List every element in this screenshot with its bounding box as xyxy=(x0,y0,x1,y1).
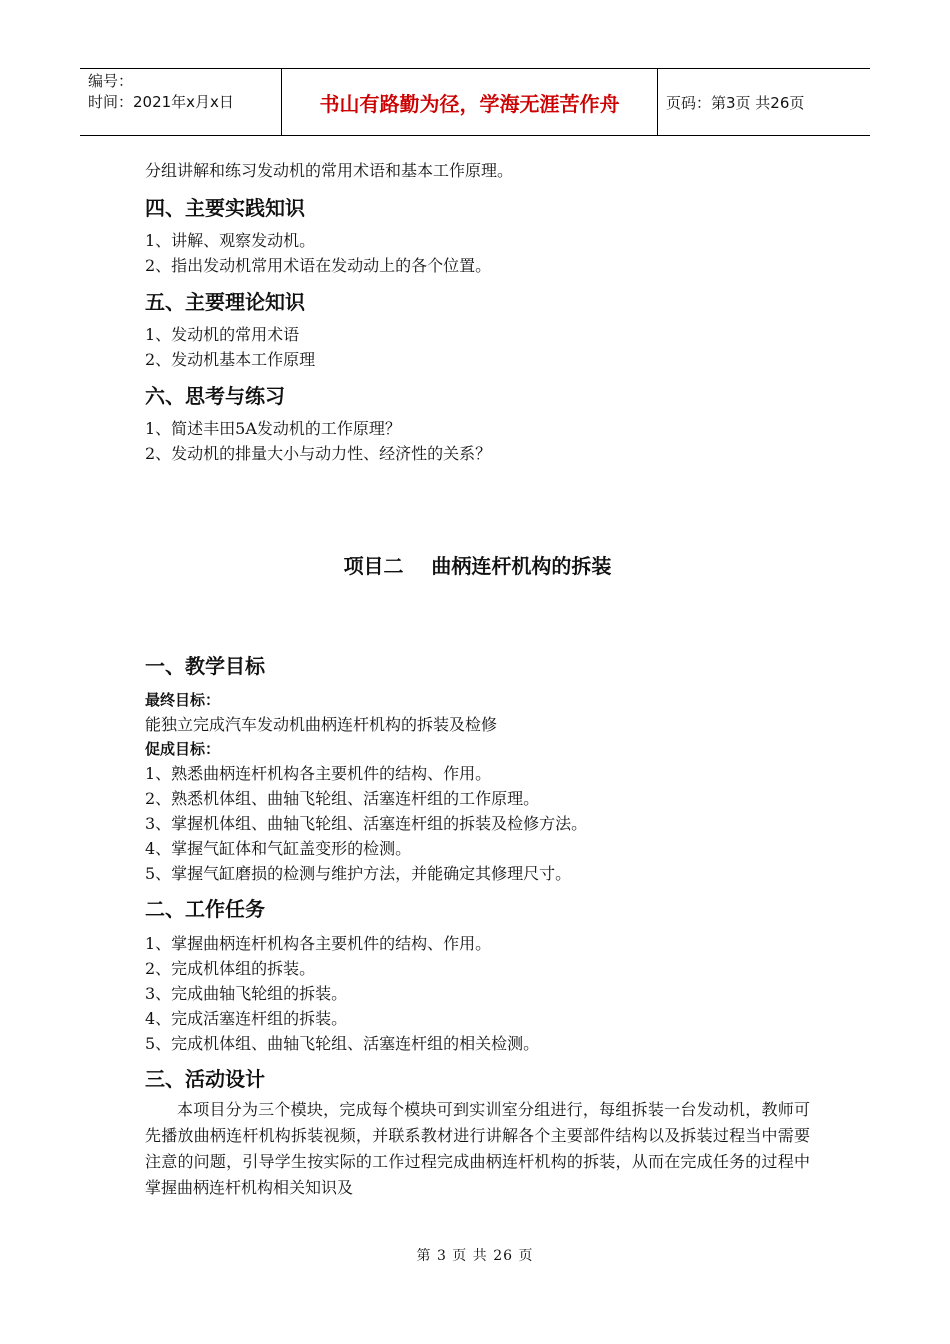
final-goal-text: 能独立完成汽车发动机曲柄连杆机构的拆装及检修 xyxy=(145,715,498,734)
list-item: 1、熟悉曲柄连杆机构各主要机件的结构、作用。 xyxy=(145,764,492,783)
section-4-title: 四、主要实践知识 xyxy=(145,196,305,220)
list-item: 3、完成曲轴飞轮组的拆装。 xyxy=(145,984,348,1003)
header-number: 编号： xyxy=(88,72,134,90)
activity-title: 三、活动设计 xyxy=(145,1067,265,1091)
header-motto: 书山有路勤为径，学海无涯苦作舟 xyxy=(282,69,658,135)
list-item: 1、简述丰田5A发动机的工作原理？ xyxy=(145,419,401,438)
list-item: 4、完成活塞连杆组的拆装。 xyxy=(145,1009,348,1028)
section-6-list xyxy=(145,416,810,466)
list-item: 1、掌握曲柄连杆机构各主要机件的结构、作用。 xyxy=(145,934,492,953)
section-5-list xyxy=(145,322,810,372)
list-item: 4、掌握气缸体和气缸盖变形的检测。 xyxy=(145,839,412,858)
header-time: 时间：2021年x月x日 xyxy=(88,93,234,111)
goals-title: 一、教学目标 xyxy=(145,654,265,678)
list-item: 2、发动机基本工作原理 xyxy=(145,350,316,369)
final-goal-label: 最终目标： xyxy=(145,691,221,709)
list-item: 3、掌握机体组、曲轴飞轮组、活塞连杆组的拆装及检修方法。 xyxy=(145,814,588,833)
list-item: 1、讲解、观察发动机。 xyxy=(145,231,316,250)
section-4-list xyxy=(145,228,810,278)
list-item: 2、发动机的排量大小与动力性、经济性的关系？ xyxy=(145,444,492,463)
list-item: 5、掌握气缸磨损的检测与维护方法，并能确定其修理尺寸。 xyxy=(145,864,572,883)
list-item: 2、指出发动机常用术语在发动动上的各个位置。 xyxy=(145,256,492,275)
activity-paragraph: 本项目分为三个模块，完成每个模块可到实训室分组进行，每组拆装一台发动机，教师可先播放曲柄连杆机构拆装视频，并联系教材进行讲解各个主要部件结构以及拆装过程当中需要注意的问题，引导学生按实际的工作过程完成曲柄连杆机构的拆装，从而在完成任务的过程中掌握曲柄连杆机构相关知识及 xyxy=(145,1100,810,1197)
tasks-list xyxy=(145,931,810,1056)
document-body xyxy=(145,158,810,1201)
list-item: 5、完成机体组、曲轴飞轮组、活塞连杆组的相关检测。 xyxy=(145,1034,540,1053)
list-item: 1、发动机的常用术语 xyxy=(145,325,300,344)
header-meta xyxy=(80,69,282,135)
goals-block xyxy=(145,688,810,886)
list-item: 2、完成机体组的拆装。 xyxy=(145,959,316,978)
section-6-title: 六、思考与练习 xyxy=(145,384,285,408)
promote-goal-label: 促成目标： xyxy=(145,740,221,758)
project-title: 项目二 曲柄连杆机构的拆装 xyxy=(343,554,612,578)
intro-line: 分组讲解和练习发动机的常用术语和基本工作原理。 xyxy=(145,161,514,180)
tasks-title: 二、工作任务 xyxy=(145,897,265,921)
section-5-title: 五、主要理论知识 xyxy=(145,290,305,314)
page-header xyxy=(80,68,870,136)
page-footer: 第 3 页 共 26 页 xyxy=(416,1248,534,1264)
header-page-info: 页码：第3页 共26页 xyxy=(666,93,805,112)
list-item: 2、熟悉机体组、曲轴飞轮组、活塞连杆组的工作原理。 xyxy=(145,789,540,808)
